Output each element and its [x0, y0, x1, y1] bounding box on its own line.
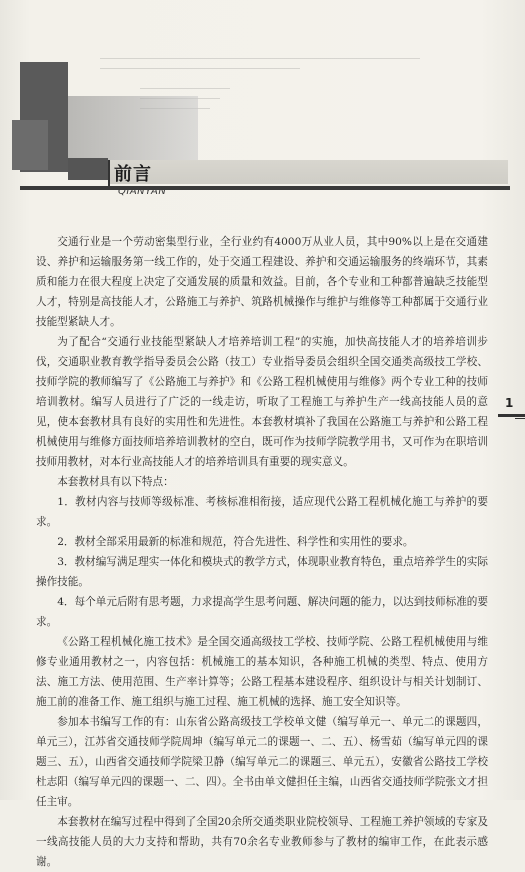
- page-subtitle: QIANYAN: [118, 186, 167, 197]
- paragraph: 本套教材在编写过程中得到了全国20余所交通类职业院校领导、工程施工养护领域的专家及一线高技能人员的大力支持和帮助，共有70余名专业教师参与了教材的编审工作，在此表示感谢。: [36, 816, 488, 868]
- header-band: [108, 160, 508, 184]
- paragraph: 交通行业是一个劳动密集型行业，全行业约有4000万从业人员，其中90%以上是在交通建设、养护和运输服务第一线工作的，处于交通工程建设、养护和交通运输服务的终端环节，其素质和能力在很大程度上决定了交通发展的质量和效益。目前，各个专业和工种都普遍缺乏技能型人才，特别是高技能人才，公路施工与养护、筑路机械操作与维护与维修等工种都属于交通行业技能型紧缺人才。: [36, 236, 488, 328]
- paragraph: 本套教材具有以下特点：: [57, 476, 174, 488]
- preface-body: [36, 232, 488, 872]
- page-number: 1: [505, 396, 514, 410]
- paragraph: 1．教材内容与技师等级标准、考核标准相衔接，适应现代公路工程机械化施工与养护的要求。: [36, 496, 488, 528]
- paragraph: 3．教材编写满足理实一体化和模块式的教学方式，体现职业教育特色，重点培养学生的实际操作技能。: [36, 556, 488, 588]
- paragraph: 《公路工程机械化施工技术》是全国交通高级技工学校、技师学院、公路工程机械使用与维修专业通用教材之一，内容包括：机械施工的基本知识，各种施工机械的类型、特点、使用方法、施工方法、使用范围、生产率计算等；公路工程基本建设程序、组织设计与相关计划制订、施工前的准备工作、施工组织与施工过程、施工机械的选择、施工安全知识等。: [36, 636, 488, 708]
- page-marker-bar: [498, 414, 525, 417]
- header-small-block: [68, 158, 108, 180]
- paragraph: 为了配合“交通行业技能型紧缺人才培养培训工程”的实施，加快高技能人才的培养培训步伐，交通职业教育教学指导委员会公路（技工）专业指导委员会组织全国交通类高级技工学校、技师学院的教师编写了《公路施工与养护》和《公路工程机械使用与维修》两个专业工种的技师培训教材。编写人员进行了广泛的一线走访，听取了工程施工与养护生产一线高技能人员的意见，使本套教材具有良好的实用性和先进性。本套教材填补了我国在公路施工与养护和公路工程机械使用与维修方面技师培养培训教材的空白，既可作为技师学院教学用书，又可作为在职培训技师用教材，对本行业高技能人才的培养培训具有重要的现实意义。: [36, 336, 488, 468]
- header-dark-block-lower: [12, 120, 48, 170]
- page-title: 前言: [114, 164, 152, 185]
- header-rule: [20, 186, 510, 190]
- paragraph: 4．每个单元后附有思考题，力求提高学生思考问题、解决问题的能力，以达到技师标准的要求。: [36, 596, 488, 628]
- page-marker-tick: [515, 418, 525, 419]
- paragraph: 参加本书编写工作的有：山东省公路高级技工学校单文健（编写单元一、单元二的课题四，单元三），江苏省交通技师学院周坤（编写单元二的课题一、二、五）、杨雪茹（编写单元四的课题三、五），山西省交通技师学院梁卫静（编写单元二的课题三、单元五），安徽省公路技工学校杜志阳（编写单元四的课题一、二、四）。全书由单文健担任主编，山西省交通技师学院张文才担任主审。: [36, 716, 488, 808]
- paragraph: 2．教材全部采用最新的标准和规范，符合先进性、科学性和实用性的要求。: [57, 536, 414, 548]
